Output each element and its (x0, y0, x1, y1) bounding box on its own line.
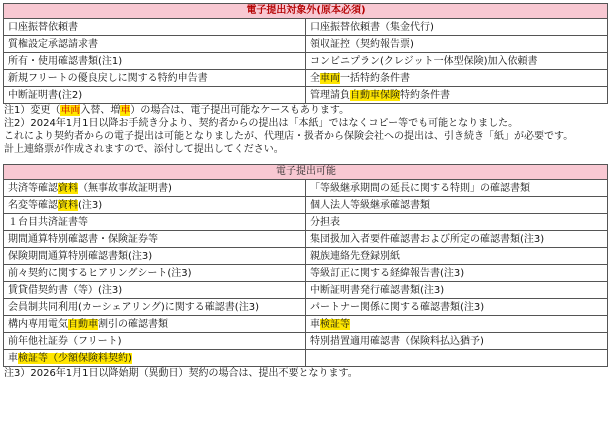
table-row (4, 265, 608, 282)
table-row (4, 19, 608, 36)
highlighted-text: 資料 (58, 182, 78, 194)
table-row (4, 214, 608, 231)
text-segment: 車 (8, 352, 18, 364)
table-cell-right (306, 316, 608, 333)
table-cell-right (306, 87, 608, 104)
notes-section1 (3, 104, 607, 156)
table-cell-left (4, 87, 306, 104)
highlighted-text: 検証等（少額保険料契約) (18, 352, 132, 364)
table-cell-left (4, 197, 306, 214)
text-segment: 等級訂正に関する経緯報告書(注3) (310, 267, 465, 279)
table-row (4, 333, 608, 350)
table-cell-right (306, 282, 608, 299)
text-segment: 口座振替依頼書（集金代行) (310, 21, 434, 33)
text-segment: 個人法人等級継承確認書類 (310, 199, 430, 211)
text-segment: 領収証控（契約報告票) (310, 38, 414, 50)
table-cell-left (4, 282, 306, 299)
highlighted-text: 資料 (58, 199, 78, 211)
table-cell-right (306, 350, 608, 367)
text-segment: 期間通算特別確認書・保険証券等 (8, 233, 158, 245)
text-segment: 保険期間通算特別確認書類(注3) (8, 250, 153, 262)
text-segment: 計上連絡票が作成されますので、添付して提出してください。 (4, 144, 284, 155)
text-segment: 全 (310, 72, 320, 84)
text-segment: 注1）変更（ (4, 105, 61, 116)
highlighted-text: 自動車保険 (350, 89, 400, 101)
text-segment: （無事故事故証明書) (78, 182, 172, 194)
highlighted-text: 検証等 (320, 318, 350, 330)
table-cell-right (306, 180, 608, 197)
text-segment: 前々契約に関するヒアリングシート(注3) (8, 267, 192, 279)
table-cell-right (306, 36, 608, 53)
table-row (4, 36, 608, 53)
text-segment: 共済等確認 (8, 182, 58, 194)
text-segment: 新規フリートの優良戻しに関する特約申告書 (8, 72, 208, 84)
table-cell-right (306, 214, 608, 231)
table-cell-right (306, 70, 608, 87)
table-not-electronic (3, 3, 608, 104)
section-title-electronic: 電子提出可能 (4, 165, 608, 180)
table-cell-left (4, 248, 306, 265)
text-segment: 車 (310, 318, 320, 330)
text-segment: 「等級継承期間の延長に関する特則」の確認書類 (310, 182, 530, 194)
text-segment: 一括特約条件書 (340, 72, 410, 84)
table-cell-left (4, 19, 306, 36)
text-segment: 中断証明書発行確認書類(注3) (310, 284, 445, 296)
table-electronic (3, 164, 608, 367)
table-cell-left (4, 299, 306, 316)
text-segment: 親族連絡先登録別紙 (310, 250, 400, 262)
text-segment: 前年他社証券（フリート) (8, 335, 122, 347)
table-cell-right (306, 265, 608, 282)
text-segment: 集団扱加入者要件確認書および所定の確認書類(注3) (310, 233, 545, 245)
text-segment: 所有・使用確認書類(注1) (8, 55, 123, 67)
table-cell-right (306, 231, 608, 248)
text-segment: 口座振替依頼書 (8, 21, 78, 33)
text-segment: 会員制共同利用(カーシェアリング)に関する確認書(注3) (8, 301, 259, 313)
text-segment: 管理請負 (310, 89, 350, 101)
table-row (4, 316, 608, 333)
table-row (4, 231, 608, 248)
table-cell-left (4, 316, 306, 333)
table-cell-right (306, 299, 608, 316)
text-segment: 割引の確認書類 (98, 318, 168, 330)
note-line (3, 104, 607, 117)
text-segment: １台目共済証書等 (8, 216, 88, 228)
notes-section2 (3, 367, 607, 380)
text-segment: パートナー関係に関する確認書類(注3) (310, 301, 485, 313)
table-cell-left (4, 214, 306, 231)
table-row (4, 299, 608, 316)
text-segment: 注3）2026年1月1日以降始期（異動日）契約の場合は、提出不要となります。 (4, 368, 358, 379)
table-cell-right (306, 53, 608, 70)
table-row (4, 70, 608, 87)
table-row (4, 282, 608, 299)
highlighted-text: 車両 (320, 72, 340, 84)
text-segment: これにより契約者からの電子提出は可能となりましたが、代理店・扱者から保険会社への提出は、引き続き「紙」が必要です。 (4, 131, 574, 142)
text-segment: ）の場合は、電子提出可能なケースもあります。 (130, 105, 350, 116)
table-cell-left (4, 70, 306, 87)
note-line (3, 130, 607, 143)
table-row (4, 53, 608, 70)
table-row (4, 87, 608, 104)
note-line (3, 367, 607, 380)
table-row (4, 350, 608, 367)
text-segment: 構内専用電気 (8, 318, 68, 330)
table-cell-right (306, 248, 608, 265)
table-cell-left (4, 333, 306, 350)
table-cell-left (4, 53, 306, 70)
document (3, 3, 607, 380)
text-segment: コンビニプラン(クレジット一体型保険)加入依頼書 (310, 55, 538, 67)
table-cell-right (306, 333, 608, 350)
table-cell-right (306, 197, 608, 214)
text-segment: 名変等確認 (8, 199, 58, 211)
text-segment: 賃貸借契約書（等）(注3) (8, 284, 123, 296)
table-row (4, 248, 608, 265)
text-segment: 特約条件書 (400, 89, 450, 101)
text-segment: 質権設定承認請求書 (8, 38, 98, 50)
text-segment: 中断証明書(注2) (8, 89, 83, 101)
highlighted-text: 自動車 (68, 318, 98, 330)
highlighted-text: 車 (120, 105, 131, 116)
table-cell-left (4, 265, 306, 282)
highlighted-text: 車両 (60, 105, 81, 116)
table-cell-right (306, 19, 608, 36)
table-cell-left (4, 350, 306, 367)
table-cell-left (4, 180, 306, 197)
table-cell-left (4, 231, 306, 248)
text-segment: (注3) (78, 199, 103, 211)
text-segment: 注2）2024年1月1日以降お手続き分より、契約者からの提出は「本紙」ではなくコピー等でも可能となりました。 (4, 118, 519, 129)
section-title-not-electronic: 電子提出対象外(原本必須) (4, 4, 608, 19)
text-segment: 分担表 (310, 216, 340, 228)
note-line (3, 117, 607, 130)
table-row (4, 180, 608, 197)
table-row (4, 197, 608, 214)
table-cell-left (4, 36, 306, 53)
text-segment: 特別措置適用確認書（保険料払込猶予) (310, 335, 484, 347)
text-segment: 入替、増 (80, 105, 121, 116)
note-line (3, 143, 607, 156)
